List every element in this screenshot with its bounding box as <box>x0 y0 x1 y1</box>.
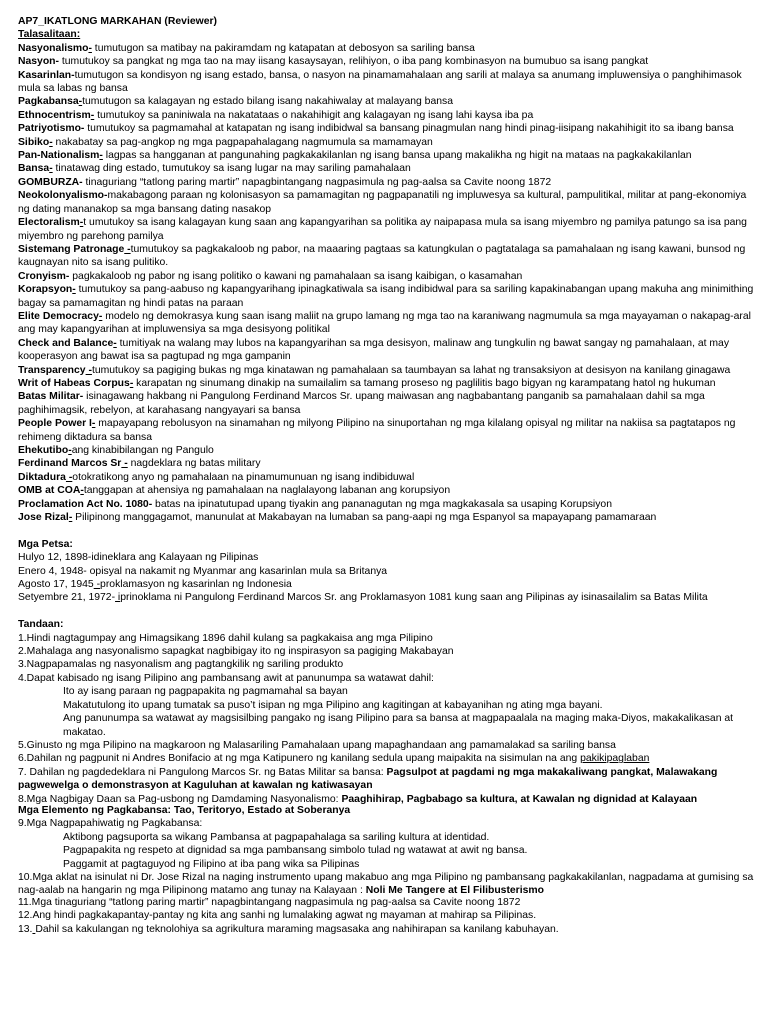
notes-list <box>18 632 754 936</box>
vocab-term: Patriyotismo- <box>18 123 85 135</box>
vocab-separator: - <box>49 136 53 148</box>
vocab-entry <box>18 471 754 484</box>
vocab-entry <box>18 216 754 243</box>
vocab-definition: tinatawag ding estado, tumutukoy sa isang lugar na may sariling pamahalaan <box>52 163 411 175</box>
note-item: 9.Mga Nagpapahiwatig ng Pagkabansa: <box>18 818 203 830</box>
note-item: 12.Ang hindi pagkakapantay-pantay ng kita ang sanhi ng lumalaking agwat ng mayaman at mahirap sa Pilipinas. <box>18 910 537 922</box>
vocab-separator: - <box>121 458 128 470</box>
vocab-term: Nasyon- <box>18 56 59 68</box>
date-value: Hulyo 12, 1898 <box>18 552 88 564</box>
vocab-separator: - <box>68 512 73 524</box>
vocab-term: Electoralism <box>18 217 80 229</box>
vocab-entry <box>18 270 754 283</box>
vocab-separator: - <box>65 471 73 483</box>
date-separator: - <box>93 579 101 591</box>
section-heading-notes: Tandaan: <box>18 619 64 631</box>
date-entry <box>18 565 754 578</box>
date-value: Enero 4, 1948 <box>18 565 84 577</box>
vocab-separator: - <box>79 217 84 229</box>
vocab-definition: t umutukoy sa isang kalagayan kung saan ang kapangyarihan sa politika ay naipapasa mula sa isang miyembro ng pamilya patungo sa isa pang miyembro ng parehong pamilya <box>18 217 747 242</box>
vocab-definition: ang kinabibilangan ng Pangulo <box>71 445 214 456</box>
vocab-definition: tumutugon sa kondisyon ng isang estado, bansa, o nasyon na pinamamahalaan ang sarili at malaya sa anumang impluwensiya o panghihimasok mula sa labas ng bansa <box>18 69 742 95</box>
vocab-definition: pagkakaloob ng pabor ng isang politiko o kawani ng pamahalaan sa isang kaibigan, o kasamahan <box>69 270 523 282</box>
vocab-separator: - <box>98 310 103 322</box>
elements-line: Mga Elemento ng Pagkabansa: Tao, Teritoryo, Estado at Soberanya <box>18 804 351 816</box>
vocab-entry <box>18 457 754 470</box>
vocab-term: GOMBURZA- <box>18 176 83 188</box>
vocab-separator: - <box>90 109 95 121</box>
note-item: 2.Mahalaga ang nasyonalismo sapagkat nagbibigay ito ng inspirasyon sa pagiging Makabayan <box>18 646 454 658</box>
vocab-entry <box>18 337 754 364</box>
date-entry <box>18 578 754 591</box>
vocab-entry <box>18 55 754 68</box>
vocab-term: Sibiko <box>18 136 50 148</box>
vocab-term: Bansa <box>18 163 50 175</box>
vocab-entry <box>18 136 754 149</box>
vocab-definition: makabagong paraan ng kolonisasyon sa pamamagitan ng pagpapanatili ng impluwesya sa kultural, pampulitikal, militar at pang-ekonomiya ng dating mananakop sa mga bansang dating nasakop <box>18 190 747 215</box>
vocab-separator: - <box>78 96 83 108</box>
vocab-definition: lagpas sa hangganan at pangunahing pagkakakilanlan ng isang bansa upang makalikha ng higit na mataas na pagkakakilanlan <box>102 150 692 162</box>
vocab-definition: tumutukoy sa pagiging bukas ng mga kinatawan ng pamahalaan sa taumbayan sa lahat ng transaksiyon at desisyon na kanilang ginagawa <box>91 364 731 376</box>
vocab-separator: - <box>91 418 96 430</box>
vocab-term: Nasyonalismo <box>18 42 89 54</box>
vocab-term: Transparency <box>18 364 86 376</box>
vocab-definition: batas na ipinatutupad upang tiyakin ang pananagutan ng mga magkakasala sa usaping Korupsiyon <box>152 498 612 510</box>
vocab-term: Elite Democracy <box>18 310 99 322</box>
note-subitem: Pagpapakita ng respeto at dignidad sa mga pambansang simbolo tulad ng watawat at awit ng bansa. <box>63 845 528 857</box>
vocab-entry <box>18 95 754 108</box>
vocabulary-list <box>18 42 754 525</box>
note-item: 3.Nagpapamalas ng nasyonalism ang pagtangkilik ng sariling produkto <box>18 659 344 671</box>
vocab-entry <box>18 310 754 337</box>
vocab-term: Cronyism- <box>18 270 70 282</box>
vocab-entry <box>18 390 754 417</box>
note-item: 13. Dahil sa kakulangan ng teknolohiya sa agrikultura maraming magsasaka ang nahihirapan sa kanilang kabuhayan. <box>18 923 559 935</box>
vocab-definition: nakabatay sa pag-angkop ng mga pagpapahalagang nagmumula sa mamamayan <box>52 136 433 148</box>
vocab-entry <box>18 243 754 270</box>
vocab-separator: - <box>68 445 72 456</box>
vocab-term: Ferdinand Marcos Sr <box>18 458 122 470</box>
note-item: 4.Dapat kabisado ng isang Pilipino ang pambansang awit at panunumpa sa watawat dahil: <box>18 672 434 684</box>
note-subitem: Paggamit at pagtaguyod ng Filipino at iba pang wika sa Pilipinas <box>63 858 360 870</box>
date-description: prinoklama ni Pangulong Ferdinand Marcos Sr. ang Proklamasyon 1081 kung saan ang Pilipinas ay isinasailalim sa Batas Milita <box>120 592 708 604</box>
vocab-definition: modelo ng demokrasya kung saan isang maliit na grupo lamang ng mga tao na karaniwang nagmumula sa mga mayayaman o nakapag-aral ang may kapangyarihan at impluwensiya sa mga desisyong politikal <box>18 310 751 336</box>
note-item: 6.Dahilan ng pagpunit ni Andres Bonifacio at ng mga Katipunero ng kanilang sedula upang maipakita na sisimulan na ang pakikipaglaban <box>18 753 650 765</box>
vocab-definition: Pilipinong manggagamot, manunulat at Makabayan na lumaban sa pang-aapi ng mga Espanyol sa mapayapang pamamaraan <box>72 512 657 524</box>
vocab-definition: tinaguriang “tatlong paring martir” napagbintangang nagpasimula ng pag-aalsa sa Cavite noong 1872 <box>82 176 552 188</box>
vocab-definition: isinagawang hakbang ni Pangulong Ferdinand Marcos Sr. upang maiwasan ang nagbabantang panganib sa pamahalaan dahil sa mga paghihimagsik, rebelyon, at karahasang nangyayari sa bansa <box>18 391 705 416</box>
vocab-entry <box>18 364 754 377</box>
date-entry <box>18 591 754 604</box>
vocab-separator: - <box>124 243 131 255</box>
vocab-entry <box>18 417 754 444</box>
vocab-entry <box>18 42 754 55</box>
section-heading-talasalitaan: Talasalitaan: <box>18 29 81 41</box>
vocab-definition: tumutukoy sa pang-aabuso ng kapangyarihang ipinagkatiwala sa isang indibidwal para sa sariling kapakinabangan upang makuha ang minimithing bagay sa pamamagitan ng hindi patas na paraan <box>18 284 754 309</box>
note-item: 8.Mga Nagbigay Daan sa Pag-usbong ng Damdaming Nasyonalismo: Paaghihirap, Pagbabago sa kultura, at Kawalan ng dignidad at Kalayaan <box>18 793 698 805</box>
vocab-term: Pan-Nationalism <box>18 150 100 162</box>
note-subitem: Ang panunumpa sa watawat ay magsisilbing pangako ng isang Pilipino para sa bansa at magpapaalala na maging maka-Diyos, makakalikasan at makatao. <box>63 713 734 738</box>
vocab-entry <box>18 444 754 457</box>
vocab-separator: - <box>99 150 103 162</box>
vocab-term: Korapsyon <box>18 284 73 296</box>
note-subitem: Aktibong pagsuporta sa wikang Pambansa at pagpapahalaga sa sariling kultura at identidad. <box>63 831 490 843</box>
vocab-entry <box>18 109 754 122</box>
date-value: Setyembre 21, 1972- <box>18 592 116 604</box>
dates-list <box>18 551 754 605</box>
vocab-entry <box>18 122 754 135</box>
vocab-entry <box>18 511 754 524</box>
vocab-definition: tumitiyak na walang may lubos na kapangyarihan sa mga desisyon, malinaw ang tungkulin ng bawat sangay ng pamahalaan, at may kooperasyon ang bawat isa sa pagtupad ng mga gampanin <box>18 337 730 363</box>
vocab-separator: - <box>88 42 92 54</box>
date-description: - opisyal na nakamit ng Myanmar ang kasarinlan mula sa Britanya <box>83 565 388 577</box>
vocab-definition: tumutugon sa matibay na pakiramdam ng katapatan at debosyon sa sariling bansa <box>91 42 475 54</box>
vocab-term: Writ of Habeas Corpus <box>18 377 130 389</box>
note-item: 5.Ginusto ng mga Pilipino na magkaroon ng Malasariling Pamahalaan upang mapaghandaan ang pamamalakad sa sariling bansa <box>18 739 616 751</box>
vocab-term: Jose Rizal <box>18 512 69 524</box>
vocab-separator: - <box>49 163 53 175</box>
note-item: 10.Mga aklat na isinulat ni Dr. Jose Rizal na naging instrumento upang makabuo ang mga Pilipino ng pambansang pagkakakilanlan, nagpadama at gumising sa nag-aalab na hangarin ng mga Pilipinong matamo ang tunay na Kalayaan : Noli Me Tangere at El Filibusterismo <box>18 871 754 897</box>
note-item: 11.Mga tinaguriang “tatlong paring martir” napagbintangang nagpasimula ng pag-aalsa sa Cavite noong 1872 <box>18 896 521 908</box>
section-heading-dates: Mga Petsa: <box>18 538 73 550</box>
date-description: proklamasyon ng kasarinlan ng Indonesia <box>100 579 292 591</box>
vocab-separator: - <box>113 337 117 349</box>
reviewer-document <box>18 15 754 936</box>
vocab-entry <box>18 283 754 310</box>
date-entry <box>18 551 754 564</box>
vocab-definition: otokratikong anyo ng pamahalaan na pinamumunuan ng isang indibiduwal <box>72 471 415 483</box>
vocab-term: Sistemang Patronage <box>18 243 125 255</box>
date-separator: i <box>115 592 121 604</box>
note-item: 1.Hindi nagtagumpay ang Himagsikang 1896 dahil kulang sa pagkakaisa ang mga Pilipino <box>18 632 433 644</box>
vocab-term: Pagkabansa <box>18 96 79 108</box>
vocab-term: People Power I <box>18 418 92 430</box>
vocab-definition: mapayapang rebolusyon na sinamahan ng milyong Pilipino na sinuportahan ng mga kilalang opisyal ng militar na nakiisa sa pagtatapos ng rehimeng diktadura sa bansa <box>18 418 736 443</box>
vocab-separator: - <box>72 284 76 296</box>
vocab-term: Neokolonyalismo- <box>18 190 108 202</box>
document-title: AP7_IKATLONG MARKAHAN (Reviewer) <box>18 16 217 27</box>
vocab-term: Ethnocentrism <box>18 109 91 121</box>
vocab-term: Check and Balance <box>18 337 114 349</box>
note-item: 7. Dahilan ng pagdedeklara ni Pangulong Marcos Sr. ng Batas Militar sa bansa: Pagsulpot at pagdami ng mga makakaliwang pangkat, Malawakang pagwewelga o demonstrasyon at Kaguluhan at kawalan ng katiwasayan <box>18 766 718 792</box>
vocab-definition: nagdeklara ng batas military <box>127 458 261 470</box>
vocab-entry <box>18 176 754 189</box>
vocab-separator: - <box>129 377 134 389</box>
vocab-separator: - <box>85 364 92 376</box>
vocab-definition: tumutukoy sa pangkat ng mga tao na may iisang kasaysayan, relihiyon, o iba pang kombinasyon na bumubuo sa isang pangkat <box>59 56 649 68</box>
note-subitem: Makatutulong ito upang tumatak sa puso’t isipan ng mga Pilipino ang kagitingan at kabayanihan ng ating mga bayani. <box>63 699 603 711</box>
vocab-entry <box>18 189 754 216</box>
vocab-entry <box>18 149 754 162</box>
vocab-definition: tumutukoy sa pagkakaloob ng pabor, na maaaring pagtaas sa katungkulan o pagtatalaga sa pamahalaan ng isang kawani, bunsod ng kaugnayan nito sa isang pulitiko. <box>18 243 746 269</box>
vocab-definition: tumutukoy sa paniniwala na nakatataas o nakahihigit ang kalagayan ng isang lahi kaysa iba pa <box>94 109 534 121</box>
note-subitem: Ito ay isang paraan ng pagpapakita ng pagmamahal sa bayan <box>63 686 348 698</box>
vocab-term: OMB at COA <box>18 485 81 497</box>
vocab-entry <box>18 69 754 96</box>
date-description: -idineklara ang Kalayaan ng Pilipinas <box>87 552 259 564</box>
vocab-separator: - <box>80 485 84 497</box>
date-value: Agosto 17, 1945 <box>18 579 94 591</box>
vocab-term: Diktadura <box>18 471 66 483</box>
vocab-term: Proclamation Act No. 1080- <box>18 498 153 510</box>
vocab-term: Kasarinlan- <box>18 69 75 81</box>
vocab-definition: tumutugon sa kalagayan ng estado bilang isang nakahiwalay at malayang bansa <box>82 96 453 108</box>
vocab-entry <box>18 162 754 175</box>
vocab-entry <box>18 498 754 511</box>
vocab-entry <box>18 377 754 390</box>
vocab-term: Ehekutibo <box>18 445 69 456</box>
vocab-entry <box>18 484 754 497</box>
vocab-definition: karapatan ng sinumang dinakip na sumailalim sa tamang proseso ng paglilitis bago bigyan ng karampatang hatol ng hukuman <box>133 377 716 389</box>
vocab-term: Batas Militar- <box>18 391 84 403</box>
vocab-definition: tanggapan at ahensiya ng pamahalaan na naglalayong labanan ang korupsiyon <box>83 485 451 497</box>
vocab-definition: tumutukoy sa pagmamahal at katapatan ng isang indibidwal sa bansang pinagmulan nang hindi pinag-iisipang nakahihigit ito sa ibang bansa <box>84 123 734 135</box>
